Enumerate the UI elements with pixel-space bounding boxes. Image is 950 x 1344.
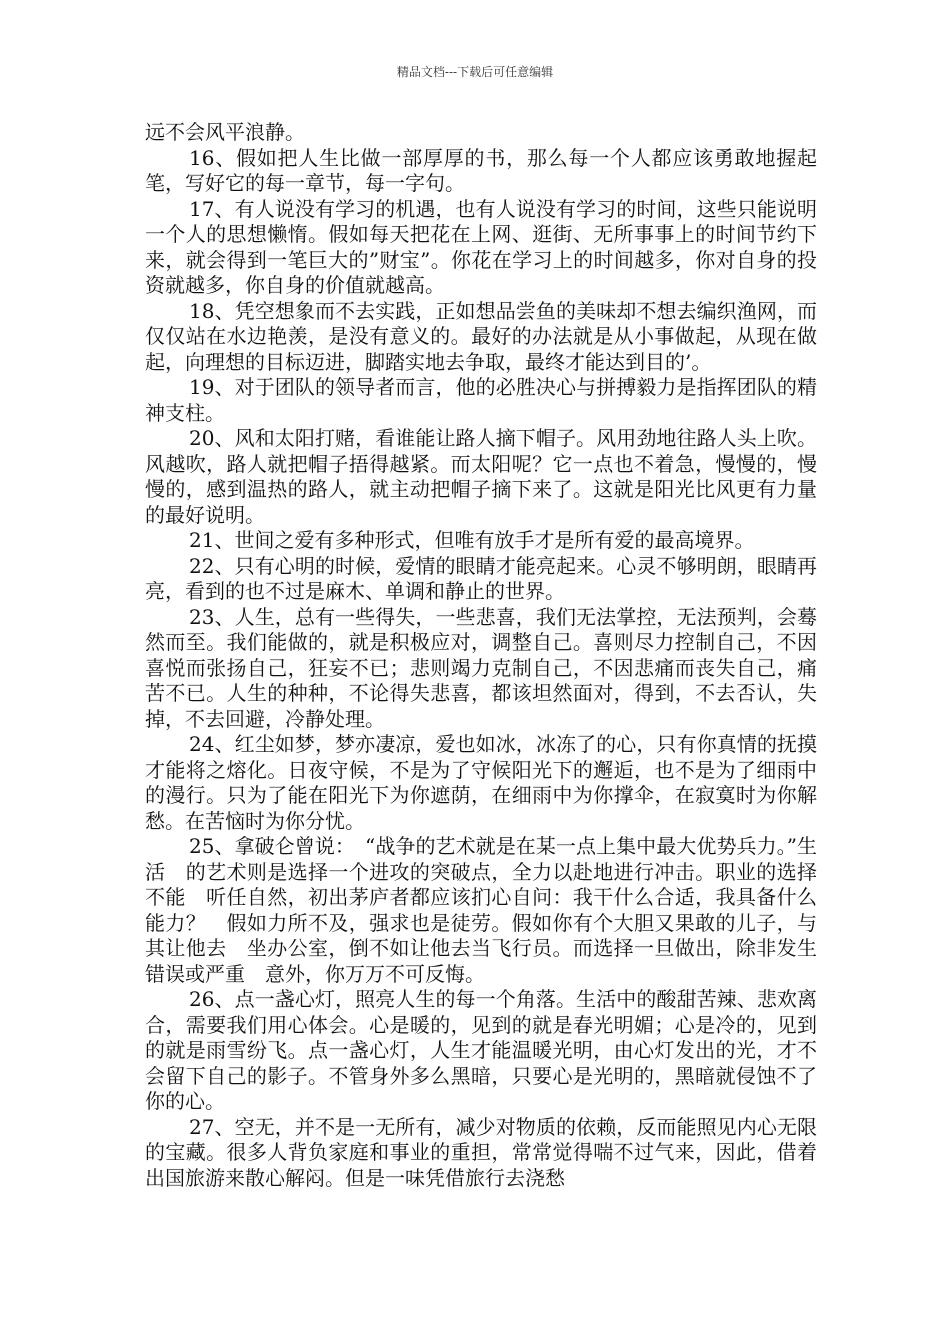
paragraph: 18、凭空想象而不去实践，正如想品尝鱼的美味却不想去编织渔网，而仅仅站在水边艳羡，是没有意义的。最好的办法就是从小事做起，从现在做起，向理想的目标迈进，脚踏实地去争取，最终才能达到目的’。	[145, 298, 817, 374]
paragraph: 25、拿破仑曾说： “战争的艺术就是在某一点上集中最大优势兵力。”生活 的艺术则是选择一个进攻的突破点，全力以赴地进行冲击。职业的选择不能 听任自然，初出茅庐者都应该扪心自问：我干什么合适，我具备什么能力？ 假如力所不及，强求也是徒劳。假如你有个大胆又果敢的儿子，与其让他去 坐办公室，倒不如让他去当飞行员。而选择一旦做出，除非发生错误或严重 意外，你万万不可反悔。	[145, 834, 817, 986]
page-header: 精品文档---下载后可任意编辑	[396, 65, 554, 79]
paragraph: 21、世间之爱有多种形式，但唯有放手才是所有爱的最高境界。	[189, 528, 755, 552]
paragraph: 22、只有心明的时候，爱情的眼睛才能亮起来。心灵不够明朗，眼睛再亮，看到的也不过是麻木、单调和静止的世界。	[145, 553, 817, 603]
paragraph: 16、假如把人生比做一部厚厚的书，那么每一个人都应该勇敢地握起笔，写好它的每一章节，每一字句。	[145, 145, 817, 195]
paragraph: 17、有人说没有学习的机遇，也有人说没有学习的时间，这些只能说明一个人的思想懒惰。假如每天把花在上网、逛街、无所事事上的时间节约下来，就会得到一笔巨大的”财宝”。你花在学习上的时间越多，你对自身的投资就越多，你自身的价值就越高。	[145, 196, 817, 297]
paragraph: 20、风和太阳打赌，看谁能让路人摘下帽子。风用劲地往路人头上吹。风越吹，路人就把帽子捂得越紧。而太阳呢？它一点也不着急，慢慢的，慢慢的，感到温热的路人，就主动把帽子摘下来了。这就是阳光比风更有力量的最好说明。	[145, 426, 817, 527]
paragraph: 23、人生，总有一些得失，一些悲喜，我们无法掌控，无法预判，会蓦然而至。我们能做的，就是积极应对，调整自己。喜则尽力控制自己，不因喜悦而张扬自己，狂妄不已；悲则竭力克制自己，不因悲痛而丧失自己，痛苦不已。人生的种种，不论得失悲喜，都该坦然面对，得到，不去否认，失掉，不去回避，冷静处理。	[145, 604, 817, 731]
paragraph: 19、对于团队的领导者而言，他的必胜决心与拼搏毅力是指挥团队的精神支柱。	[145, 375, 817, 425]
paragraph: 27、空无，并不是一无所有，减少对物质的依赖，反而能照见内心无限的宝藏。很多人背负家庭和事业的重担，常常觉得喘不过气来，因此，借着出国旅游来散心解闷。但是一味凭借旅行去浇愁	[145, 1114, 817, 1190]
document-body	[145, 120, 817, 1191]
paragraph: 26、点一盏心灯，照亮人生的每一个角落。生活中的酸甜苦辣、悲欢离合，需要我们用心体会。心是暖的，见到的就是春光明媚；心是冷的，见到的就是雨雪纷飞。点一盏心灯，人生才能温暖光明，由心灯发出的光，才不会留下自己的影子。不管身外多么黑暗，只要心是光明的，黑暗就侵蚀不了你的心。	[145, 987, 817, 1113]
paragraph: 24、红尘如梦，梦亦凄凉，爱也如冰，冰冻了的心，只有你真情的抚摸才能将之熔化。日夜守候，不是为了守候阳光下的邂逅，也不是为了细雨中的漫行。只为了能在阳光下为你遮荫，在细雨中为你撑伞，在寂寞时为你解愁。在苦恼时为你分忧。	[145, 732, 817, 833]
paragraph: 远不会风平浪静。	[145, 120, 305, 144]
